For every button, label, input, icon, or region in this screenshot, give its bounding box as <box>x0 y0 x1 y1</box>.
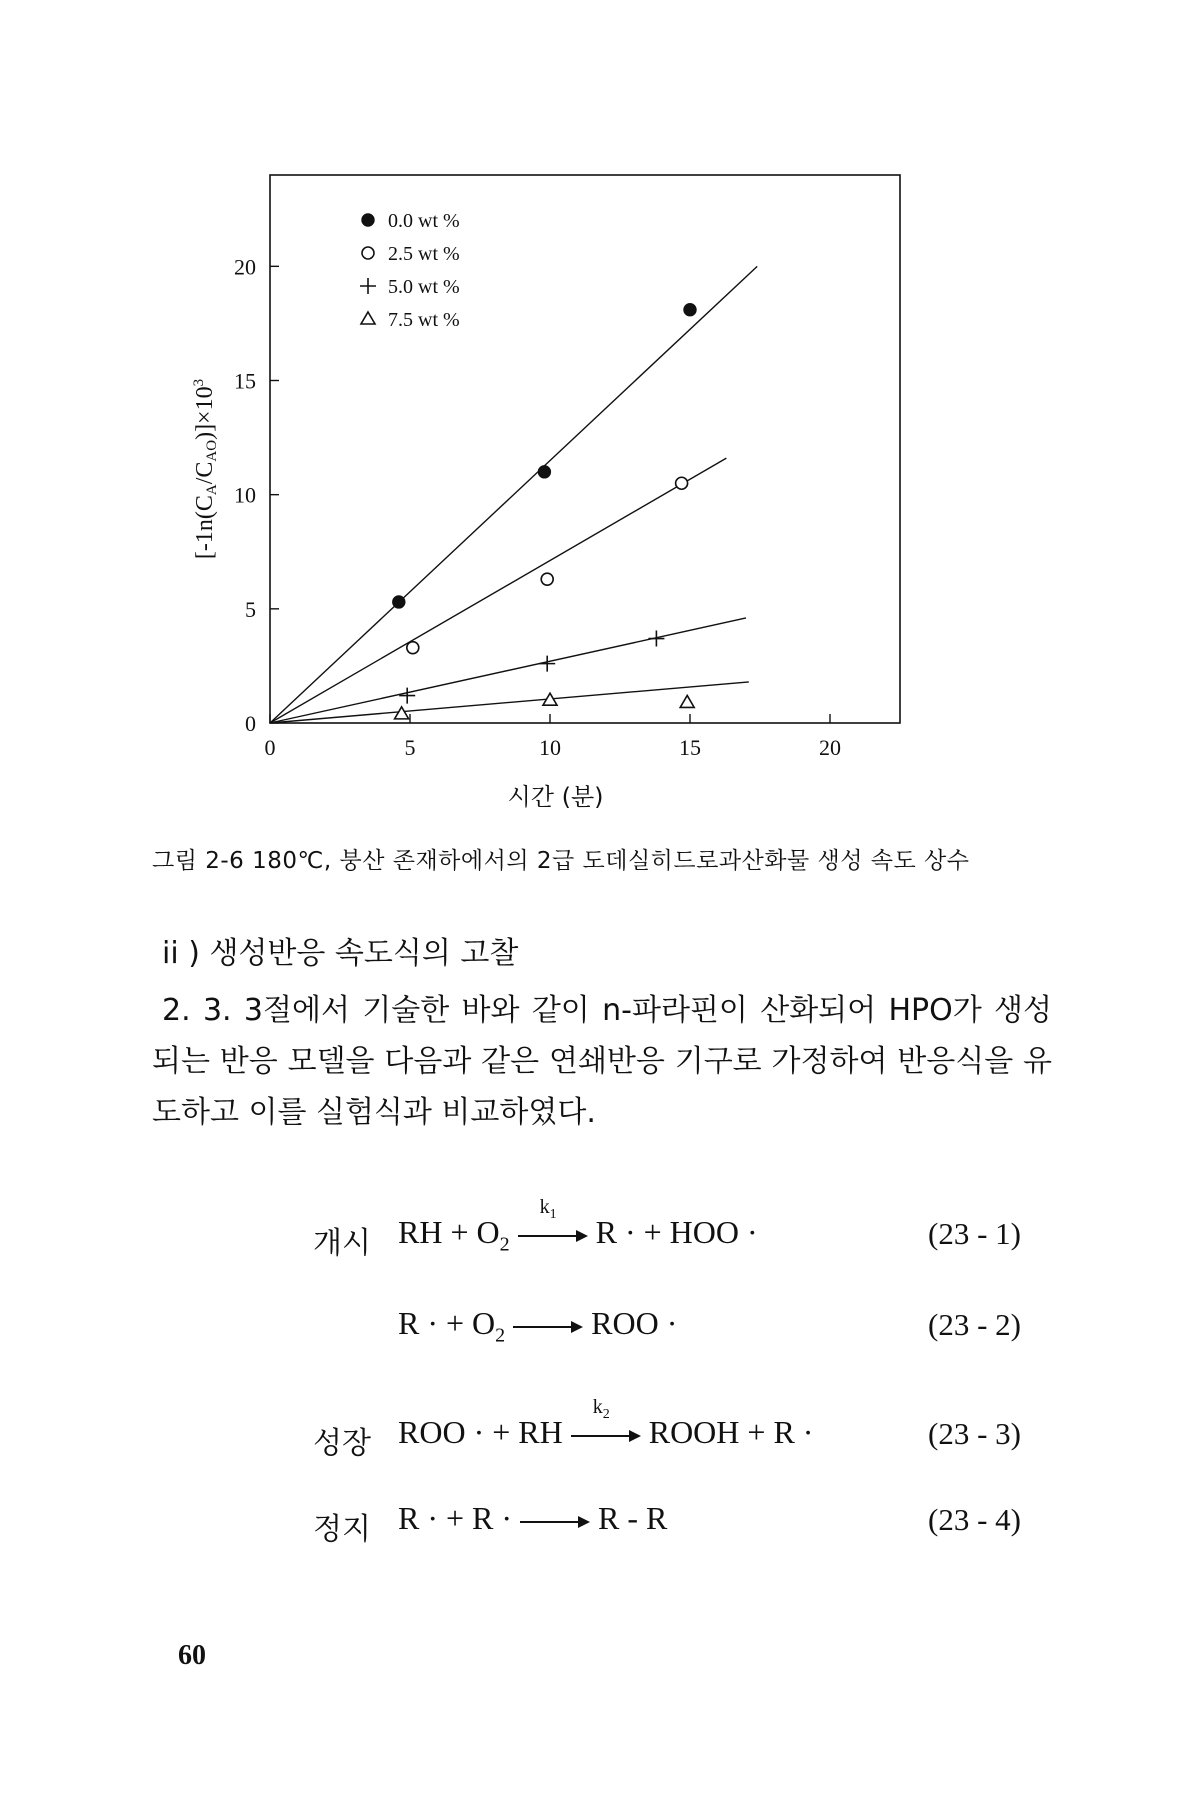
equation-lhs-subscript: 2 <box>499 1233 510 1256</box>
reaction-arrow <box>518 1195 588 1250</box>
legend-marker-series-1 <box>362 214 374 226</box>
data-point-series-1 <box>684 304 696 316</box>
x-tick-label: 10 <box>539 735 561 760</box>
x-tick-label: 20 <box>819 735 841 760</box>
fit-line-series-1 <box>270 266 757 723</box>
legend-label-series-3: 5.0 wt % <box>388 276 460 298</box>
data-point-series-4 <box>395 707 409 719</box>
y-tick-label: 5 <box>245 596 256 622</box>
section-subheading: ii ) 생성반응 속도식의 고찰 <box>162 936 519 971</box>
fit-line-series-2 <box>270 458 726 723</box>
equation-lhs: RH + O <box>398 1214 500 1250</box>
equation-23-2 <box>398 1305 677 1347</box>
equation-lhs: ROO · + RH <box>398 1414 563 1450</box>
x-tick-label: 5 <box>404 735 416 760</box>
legend-label-series-4: 7.5 wt % <box>388 309 460 331</box>
legend-marker-series-2 <box>362 247 374 259</box>
y-tick-label: 0 <box>245 711 256 736</box>
equation-lhs: R · + O <box>398 1305 496 1341</box>
equation-label-termination: 정지 <box>313 1512 371 1547</box>
body-paragraph: 2. 3. 3절에서 기술한 바와 같이 n-파라핀이 산화되어 HPO가 생성되는 반응 모델을 다음과 같은 연쇄반응 기구로 가정하여 반응식을 유도하고 이를 실험식과 비교하였다. <box>152 993 1052 1130</box>
y-tick-label: 10 <box>234 482 256 508</box>
equation-lhs-subscript: 2 <box>495 1324 506 1347</box>
legend-marker-series-4 <box>361 312 375 324</box>
reaction-arrow <box>520 1508 590 1536</box>
figure-caption: 그림 2-6 180℃, 붕산 존재하에서의 2급 도데실히드로과산화물 생성 속도 상수 <box>152 848 970 874</box>
data-point-series-1 <box>538 466 550 478</box>
legend-label-series-1: 0.0 wt % <box>388 210 460 232</box>
legend-label-series-2: 2.5 wt % <box>388 243 460 265</box>
x-axis-label: 시간 (분) <box>507 783 604 810</box>
reaction-arrow <box>513 1313 583 1341</box>
equation-number: (23 - 4) <box>928 1502 1021 1537</box>
equation-rhs: R · + HOO · <box>595 1214 758 1250</box>
rate-constant-chart <box>170 150 930 810</box>
y-tick-label: 15 <box>234 368 256 394</box>
equation-lhs: R · + R · <box>398 1500 513 1536</box>
equation-23-1 <box>398 1195 758 1256</box>
equation-23-3 <box>398 1395 814 1451</box>
equation-rhs: ROO · <box>591 1305 678 1341</box>
data-point-series-3 <box>648 631 664 647</box>
page-number: 60 <box>178 1640 206 1671</box>
fit-line-series-3 <box>270 618 746 723</box>
rate-constant-label: $k_1$ <box>539 1195 557 1222</box>
chart-svg <box>170 150 930 810</box>
data-point-series-2 <box>541 573 553 585</box>
rate-constant-label: $k_2$ <box>592 1395 610 1422</box>
x-tick-label: 15 <box>679 735 701 760</box>
data-point-series-2 <box>676 477 688 489</box>
equation-rhs: R - R <box>598 1500 668 1536</box>
y-tick-label: 20 <box>234 254 256 280</box>
equation-number: (23 - 3) <box>928 1416 1021 1451</box>
equation-label-propagation: 성장 <box>313 1426 371 1461</box>
y-axis-label: [-1n(CA/CAO)]×103 <box>191 378 220 560</box>
equation-number: (23 - 1) <box>928 1216 1021 1251</box>
fit-line-series-4 <box>270 682 749 723</box>
data-point-series-3 <box>539 656 555 672</box>
equation-label-initiation: 개시 <box>313 1226 371 1261</box>
reaction-arrow <box>571 1395 641 1450</box>
x-tick-label: 0 <box>264 735 276 760</box>
data-point-series-3 <box>399 688 415 704</box>
legend-marker-series-3 <box>360 278 376 294</box>
data-point-series-1 <box>393 596 405 608</box>
equation-rhs: ROOH + R · <box>648 1414 814 1450</box>
equation-number: (23 - 2) <box>928 1307 1021 1342</box>
data-point-series-4 <box>680 695 694 707</box>
data-point-series-2 <box>407 642 419 654</box>
equation-23-4 <box>398 1500 667 1537</box>
